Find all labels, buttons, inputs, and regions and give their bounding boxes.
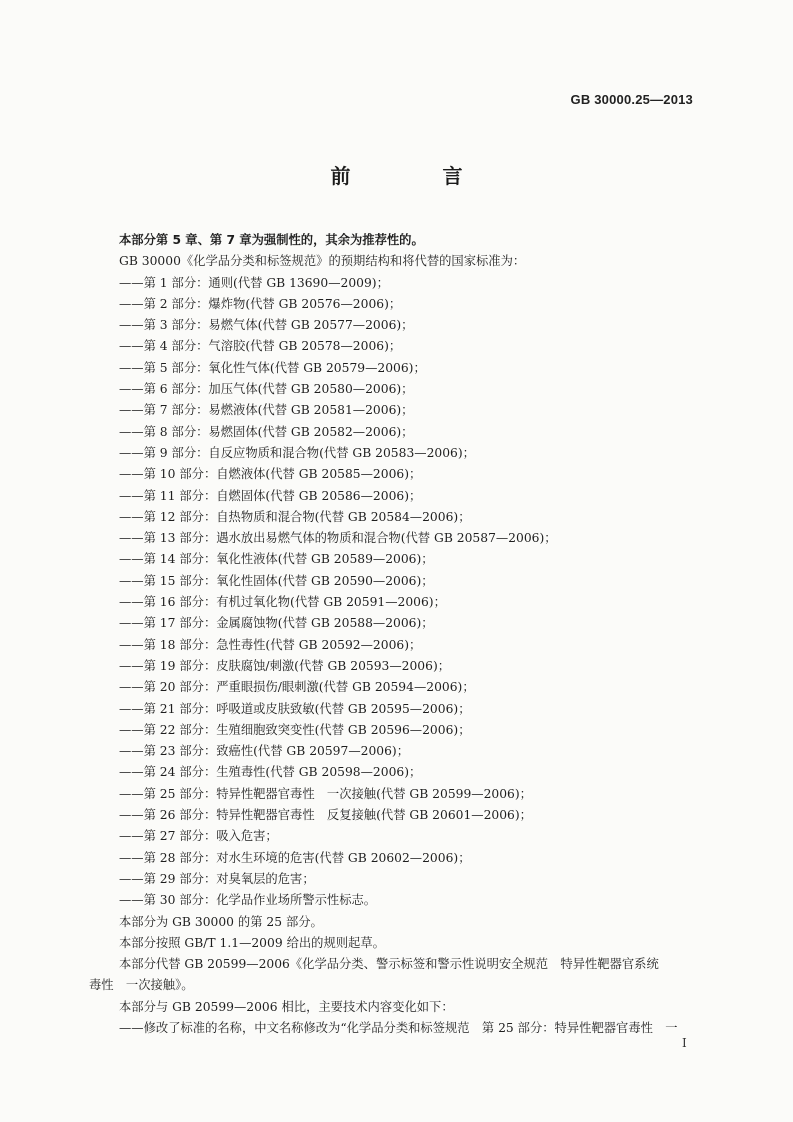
part-item: ——第 13 部分：遇水放出易燃气体的物质和混合物(代替 GB 20587—2006)； xyxy=(119,531,557,546)
replaces-note-line2: 毒性 一次接触》。 xyxy=(89,978,194,993)
part-item: ——第 25 部分：特异性靶器官毒性 一次接触(代替 GB 20599—2006)； xyxy=(119,786,532,801)
part-item: ——第 3 部分：易燃气体(代替 GB 20577—2006)； xyxy=(119,318,414,333)
part-item: ——第 29 部分：对臭氧层的危害； xyxy=(119,871,315,886)
part-item: ——第 10 部分：自燃液体(代替 GB 20585—2006)； xyxy=(119,467,422,482)
changes-intro: 本部分与 GB 20599—2006 相比，主要技术内容变化如下： xyxy=(119,999,454,1014)
part-item: ——第 26 部分：特异性靶器官毒性 反复接触(代替 GB 20601—2006)； xyxy=(119,808,532,823)
part-item: ——第 12 部分：自热物质和混合物(代替 GB 20584—2006)； xyxy=(119,509,471,524)
structure-note: GB 30000《化学品分类和标签规范》的预期结构和将代替的国家标准为： xyxy=(119,254,526,269)
part-item: ——第 8 部分：易燃固体(代替 GB 20582—2006)； xyxy=(119,424,414,439)
part-item: ——第 27 部分：吸入危害； xyxy=(119,829,278,844)
part-item: ——第 4 部分：气溶胶(代替 GB 20578—2006)； xyxy=(119,339,402,354)
drafting-rule-note: 本部分按照 GB/T 1.1—2009 给出的规则起草。 xyxy=(119,935,385,950)
part-item: ——第 18 部分：急性毒性(代替 GB 20592—2006)； xyxy=(119,637,422,652)
parts-list xyxy=(89,273,704,912)
replaces-note-line1: 本部分代替 GB 20599—2006《化学品分类、警示标签和警示性说明安全规范 特异性靶器官系统 xyxy=(119,957,659,972)
part-item: ——第 19 部分：皮肤腐蚀/刺激(代替 GB 20593—2006)； xyxy=(119,658,451,673)
part-item: ——第 28 部分：对水生环境的危害(代替 GB 20602—2006)； xyxy=(119,850,471,865)
page-title: 前 言 xyxy=(330,164,499,188)
part-item: ——第 14 部分：氧化性液体(代替 GB 20589—2006)； xyxy=(119,552,434,567)
part-item: ——第 7 部分：易燃液体(代替 GB 20581—2006)； xyxy=(119,403,414,418)
part-item: ——第 23 部分：致癌性(代替 GB 20597—2006)； xyxy=(119,744,410,759)
mandatory-note: 本部分第 5 章、第 7 章为强制性的，其余为推荐性的。 xyxy=(119,233,424,247)
standard-code: GB 30000.25—2013 xyxy=(570,92,693,107)
part-item: ——第 22 部分：生殖细胞致突变性(代替 GB 20596—2006)； xyxy=(119,722,471,737)
part-item: ——第 15 部分：氧化性固体(代替 GB 20590—2006)； xyxy=(119,573,434,588)
preface-body xyxy=(89,230,704,1039)
part-item: ——第 20 部分：严重眼损伤/眼刺激(代替 GB 20594—2006)； xyxy=(119,680,475,695)
part-item: ——第 9 部分：自反应物质和混合物(代替 GB 20583—2006)； xyxy=(119,445,475,460)
part-item: ——第 30 部分：化学品作业场所警示性标志。 xyxy=(119,893,377,908)
part-item: ——第 2 部分：爆炸物(代替 GB 20576—2006)； xyxy=(119,296,402,311)
part-item: ——第 16 部分：有机过氧化物(代替 GB 20591—2006)； xyxy=(119,595,446,610)
change-item: ——修改了标准的名称，中文名称修改为“化学品分类和标签规范 第 25 部分：特异性靶器官毒性 一 xyxy=(119,1020,678,1035)
part-item: ——第 21 部分：呼吸道或皮肤致敏(代替 GB 20595—2006)； xyxy=(119,701,471,716)
part-number-note: 本部分为 GB 30000 的第 25 部分。 xyxy=(119,914,323,929)
part-item: ——第 1 部分：通则(代替 GB 13690—2009)； xyxy=(119,275,389,290)
part-item: ——第 24 部分：生殖毒性(代替 GB 20598—2006)； xyxy=(119,765,422,780)
part-item: ——第 6 部分：加压气体(代替 GB 20580—2006)； xyxy=(119,382,414,397)
part-item: ——第 17 部分：金属腐蚀物(代替 GB 20588—2006)； xyxy=(119,616,434,631)
page-number: I xyxy=(682,1036,687,1050)
part-item: ——第 11 部分：自燃固体(代替 GB 20586—2006)； xyxy=(119,488,422,503)
part-item: ——第 5 部分：氧化性气体(代替 GB 20579—2006)； xyxy=(119,360,426,375)
